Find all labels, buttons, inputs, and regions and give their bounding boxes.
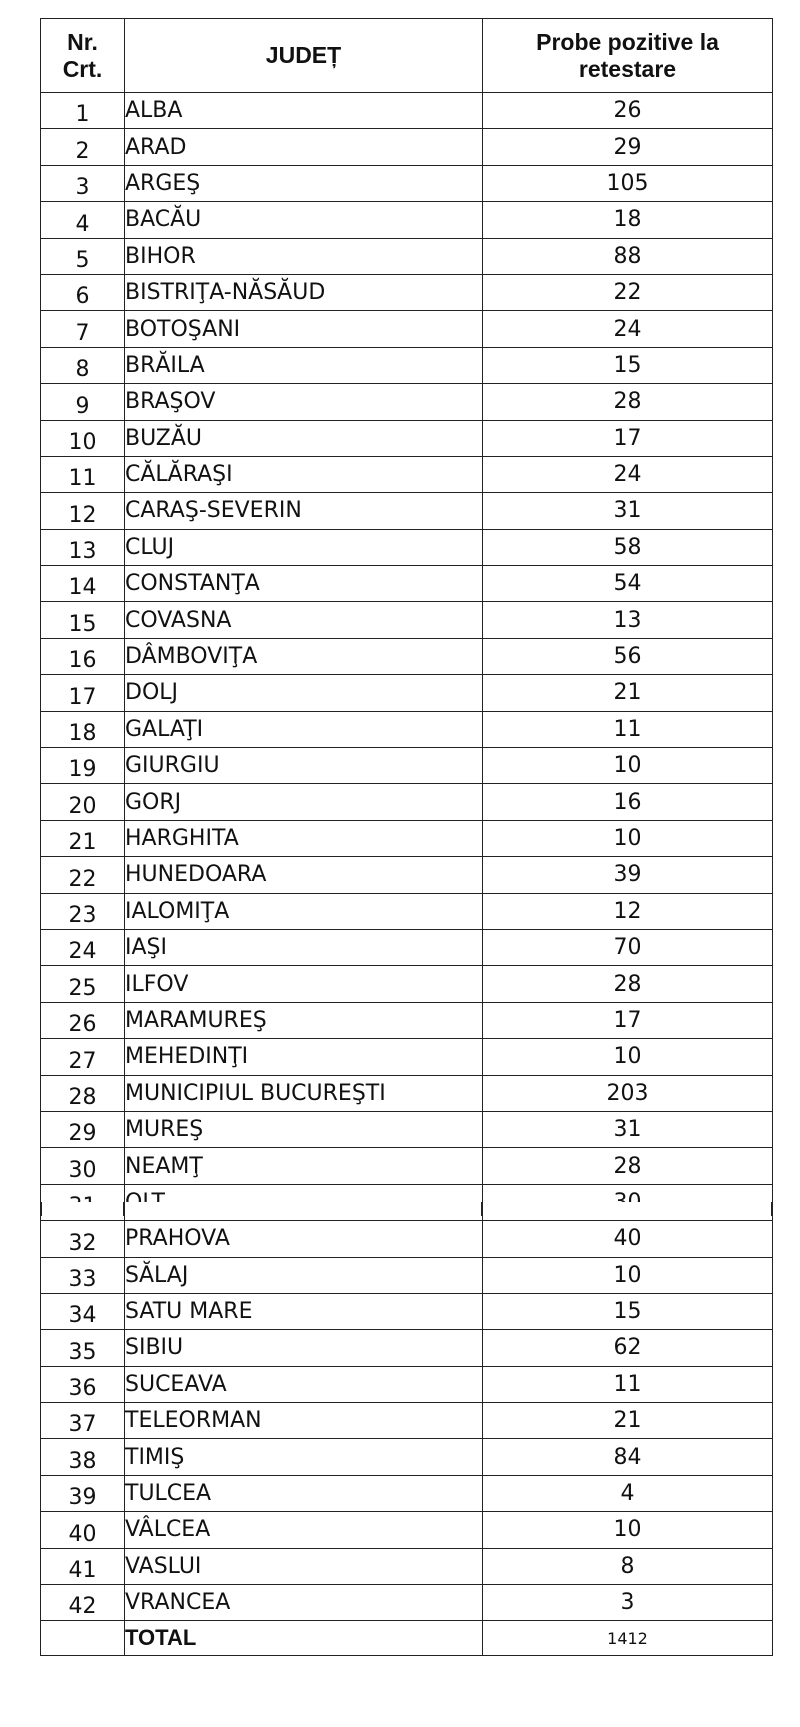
table-row (41, 384, 773, 420)
positive-count: 13 (483, 602, 773, 638)
table-body (41, 93, 773, 1621)
positive-count: 29 (483, 129, 773, 165)
county-name: TELEORMAN (125, 1403, 483, 1439)
positive-count: 15 (483, 1293, 773, 1329)
row-number: 41 (41, 1548, 125, 1584)
positive-count: 17 (483, 420, 773, 456)
positive-count: 28 (483, 1148, 773, 1184)
table-row (41, 566, 773, 602)
positive-count: 17 (483, 1002, 773, 1038)
row-number: 28 (41, 1075, 125, 1111)
positive-count: 31 (483, 493, 773, 529)
county-name: DOLJ (125, 675, 483, 711)
county-name: BOTOŞANI (125, 311, 483, 347)
county-name: VRANCEA (125, 1585, 483, 1621)
table-row (41, 1439, 773, 1475)
total-row (41, 1621, 773, 1656)
row-number: 2 (41, 129, 125, 165)
row-number: 18 (41, 711, 125, 747)
county-name: BRAŞOV (125, 384, 483, 420)
county-name: CONSTANŢA (125, 566, 483, 602)
county-name: SIBIU (125, 1330, 483, 1366)
county-name: CĂLĂRAŞI (125, 456, 483, 492)
positive-count: 28 (483, 966, 773, 1002)
county-name: MUNICIPIUL BUCUREŞTI (125, 1075, 483, 1111)
header-positive-retest (483, 19, 773, 93)
table-row (41, 347, 773, 383)
row-number: 9 (41, 384, 125, 420)
positive-count: 8 (483, 1548, 773, 1584)
table-row (41, 893, 773, 929)
table-row (41, 493, 773, 529)
county-name: SATU MARE (125, 1293, 483, 1329)
table-row (41, 1585, 773, 1621)
row-number: 40 (41, 1512, 125, 1548)
header-nr-line1: Nr. (67, 28, 98, 55)
table-row (41, 1039, 773, 1075)
row-number: 12 (41, 493, 125, 529)
row-number: 1 (41, 93, 125, 129)
table-row (41, 1148, 773, 1184)
county-name: GORJ (125, 784, 483, 820)
table-row (41, 1475, 773, 1511)
county-name: COVASNA (125, 602, 483, 638)
total-value: 1412 (483, 1621, 773, 1656)
row-number: 33 (41, 1257, 125, 1293)
county-name: BACĂU (125, 202, 483, 238)
gap-border-right (771, 1202, 773, 1216)
table-row (41, 274, 773, 310)
row-number: 35 (41, 1330, 125, 1366)
table-row (41, 420, 773, 456)
positive-count: 10 (483, 820, 773, 856)
row-number: 19 (41, 748, 125, 784)
positive-count: 24 (483, 456, 773, 492)
row-number: 37 (41, 1403, 125, 1439)
table-row (41, 311, 773, 347)
table-row (41, 1002, 773, 1038)
row-number: 22 (41, 857, 125, 893)
row-number: 3 (41, 165, 125, 201)
positive-count: 11 (483, 1366, 773, 1402)
table-row (41, 1075, 773, 1111)
county-name: ARGEŞ (125, 165, 483, 201)
county-name: CARAŞ-SEVERIN (125, 493, 483, 529)
positive-count: 40 (483, 1221, 773, 1257)
row-number: 30 (41, 1148, 125, 1184)
table-row (41, 966, 773, 1002)
positive-count: 12 (483, 893, 773, 929)
positive-count: 4 (483, 1475, 773, 1511)
positive-count: 84 (483, 1439, 773, 1475)
county-name: BISTRIŢA-NĂSĂUD (125, 274, 483, 310)
row-number: 13 (41, 529, 125, 565)
row-number: 42 (41, 1585, 125, 1621)
positive-count: 21 (483, 675, 773, 711)
positive-count: 39 (483, 857, 773, 893)
gap-border-col2 (481, 1202, 483, 1216)
county-name: PRAHOVA (125, 1221, 483, 1257)
county-name: BUZĂU (125, 420, 483, 456)
county-name: IAŞI (125, 929, 483, 965)
row-number: 6 (41, 274, 125, 310)
table-row (41, 638, 773, 674)
positive-count: 105 (483, 165, 773, 201)
row-number: 8 (41, 347, 125, 383)
row-number: 21 (41, 820, 125, 856)
row-number: 32 (41, 1221, 125, 1257)
table-row (41, 1257, 773, 1293)
total-nr-cell (41, 1621, 125, 1656)
positive-count: 15 (483, 347, 773, 383)
table-row (41, 1403, 773, 1439)
county-name: CLUJ (125, 529, 483, 565)
header-nr-line2: Crt. (62, 55, 103, 82)
county-name: VASLUI (125, 1548, 483, 1584)
county-name: IALOMIŢA (125, 893, 483, 929)
positive-count: 62 (483, 1330, 773, 1366)
county-name: TULCEA (125, 1475, 483, 1511)
table-row (41, 675, 773, 711)
row-number: 7 (41, 311, 125, 347)
table-row (41, 711, 773, 747)
header-positive-line2: retestare (578, 55, 677, 82)
county-name: HUNEDOARA (125, 857, 483, 893)
row-number: 5 (41, 238, 125, 274)
table-row (41, 1111, 773, 1147)
county-name: DÂMBOVIŢA (125, 638, 483, 674)
table-row (41, 929, 773, 965)
positive-count: 24 (483, 311, 773, 347)
positive-count: 10 (483, 1257, 773, 1293)
county-name: BRĂILA (125, 347, 483, 383)
positive-count: 28 (483, 384, 773, 420)
positive-count: 18 (483, 202, 773, 238)
table-row (41, 456, 773, 492)
county-name: ILFOV (125, 966, 483, 1002)
row-number: 10 (41, 420, 125, 456)
positive-count: 10 (483, 1512, 773, 1548)
row-number: 14 (41, 566, 125, 602)
positive-count: 26 (483, 93, 773, 129)
positive-count: 58 (483, 529, 773, 565)
table-row (41, 165, 773, 201)
county-name: GIURGIU (125, 748, 483, 784)
positive-count: 10 (483, 748, 773, 784)
positive-count: 16 (483, 784, 773, 820)
positive-count: 56 (483, 638, 773, 674)
positive-count: 203 (483, 1075, 773, 1111)
row-number: 4 (41, 202, 125, 238)
row-number: 26 (41, 1002, 125, 1038)
row-number: 24 (41, 929, 125, 965)
county-name: SĂLAJ (125, 1257, 483, 1293)
row-number: 16 (41, 638, 125, 674)
county-name: GALAŢI (125, 711, 483, 747)
positive-count: 3 (483, 1585, 773, 1621)
positive-count: 70 (483, 929, 773, 965)
row-number: 23 (41, 893, 125, 929)
gap-border-left (40, 1202, 42, 1216)
county-name: SUCEAVA (125, 1366, 483, 1402)
table-row (41, 1330, 773, 1366)
table-row (41, 238, 773, 274)
county-name: ARAD (125, 129, 483, 165)
row-number: 11 (41, 456, 125, 492)
table-row (41, 1293, 773, 1329)
county-name: NEAMŢ (125, 1148, 483, 1184)
county-name: VÂLCEA (125, 1512, 483, 1548)
table-row (41, 820, 773, 856)
header-positive-line1: Probe pozitive la (536, 28, 719, 55)
county-name: MUREŞ (125, 1111, 483, 1147)
row-number: 39 (41, 1475, 125, 1511)
positive-count: 31 (483, 1111, 773, 1147)
positive-count: 88 (483, 238, 773, 274)
table-row (41, 784, 773, 820)
table-row (41, 748, 773, 784)
table-row (41, 129, 773, 165)
table-row (41, 529, 773, 565)
row-number: 29 (41, 1111, 125, 1147)
total-label: TOTAL (125, 1621, 483, 1656)
table-row (41, 1512, 773, 1548)
table-row (41, 857, 773, 893)
positive-count: 21 (483, 1403, 773, 1439)
table-row (41, 93, 773, 129)
positive-count: 11 (483, 711, 773, 747)
table-row (41, 1366, 773, 1402)
row-number: 25 (41, 966, 125, 1002)
table-row (41, 1548, 773, 1584)
row-number: 15 (41, 602, 125, 638)
table-row (41, 602, 773, 638)
row-number: 27 (41, 1039, 125, 1075)
table-row (41, 1221, 773, 1257)
row-number: 36 (41, 1366, 125, 1402)
header-nr-crt (41, 19, 125, 93)
county-name: MARAMUREŞ (125, 1002, 483, 1038)
row-number: 17 (41, 675, 125, 711)
table-row (41, 202, 773, 238)
county-name: TIMIŞ (125, 1439, 483, 1475)
county-name: HARGHITA (125, 820, 483, 856)
table-header-row (41, 19, 773, 93)
row-number: 34 (41, 1293, 125, 1329)
page-break-gap (40, 1202, 774, 1216)
county-name: MEHEDINŢI (125, 1039, 483, 1075)
gap-border-col1 (123, 1202, 125, 1216)
header-county: JUDEȚ (125, 19, 483, 93)
positive-count: 22 (483, 274, 773, 310)
county-name: BIHOR (125, 238, 483, 274)
county-name: ALBA (125, 93, 483, 129)
positive-count: 54 (483, 566, 773, 602)
row-number: 20 (41, 784, 125, 820)
row-number: 38 (41, 1439, 125, 1475)
positive-count: 10 (483, 1039, 773, 1075)
positive-retest-table (40, 18, 773, 1656)
